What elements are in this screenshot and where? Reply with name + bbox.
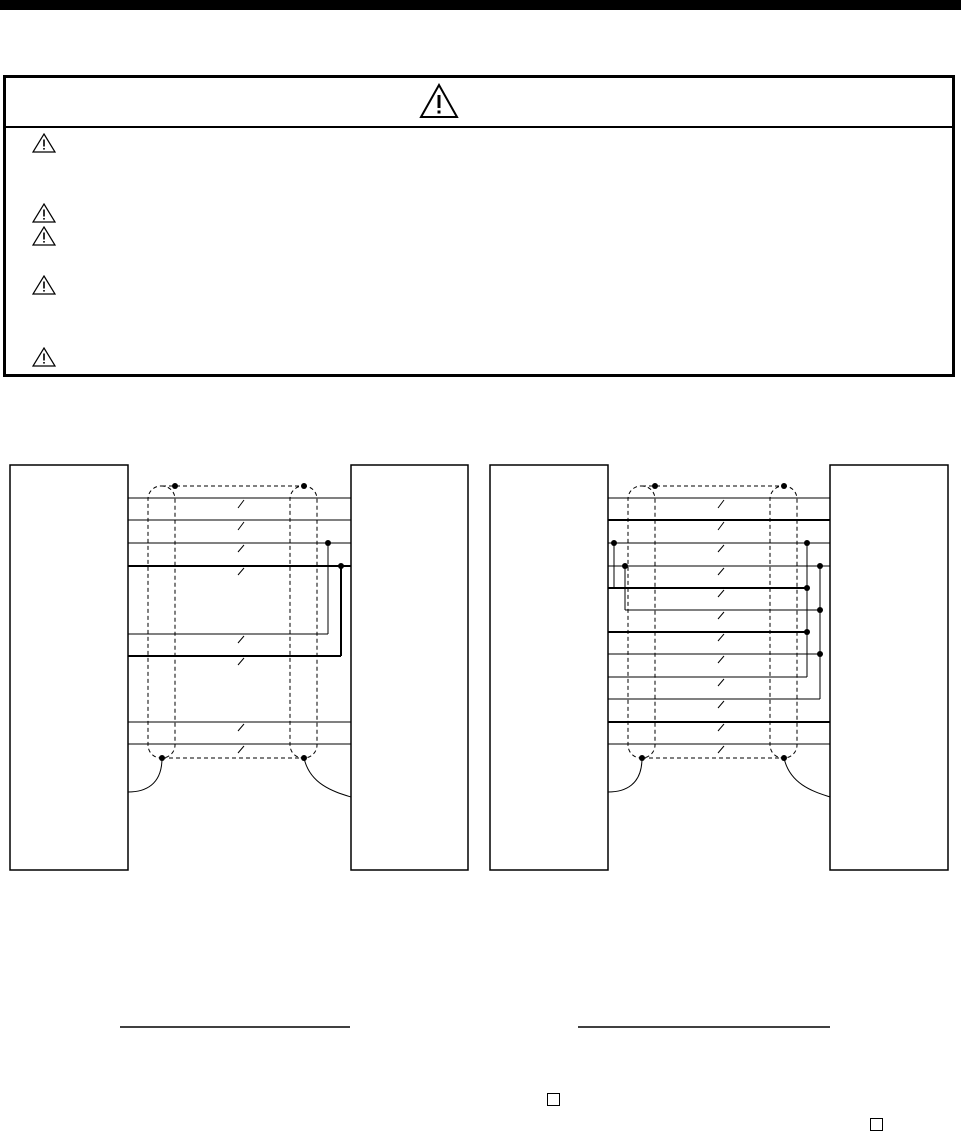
left-junction-dots <box>159 483 344 761</box>
left-wiring-diagram <box>10 465 468 870</box>
right-device-box-2 <box>830 465 948 870</box>
cable-shield-right <box>290 486 317 758</box>
cable-shield-left <box>148 486 175 758</box>
left-device-box-2 <box>490 465 608 870</box>
placeholder-box-1 <box>547 1093 560 1106</box>
right-junction-dots <box>611 483 823 761</box>
left-device-box <box>10 465 128 870</box>
cable-shield-left-2 <box>628 486 655 758</box>
right-device-box <box>351 465 468 870</box>
cable-shield-right-2 <box>770 486 797 758</box>
right-wiring-diagram <box>490 465 948 870</box>
placeholder-box-2 <box>870 1118 883 1131</box>
